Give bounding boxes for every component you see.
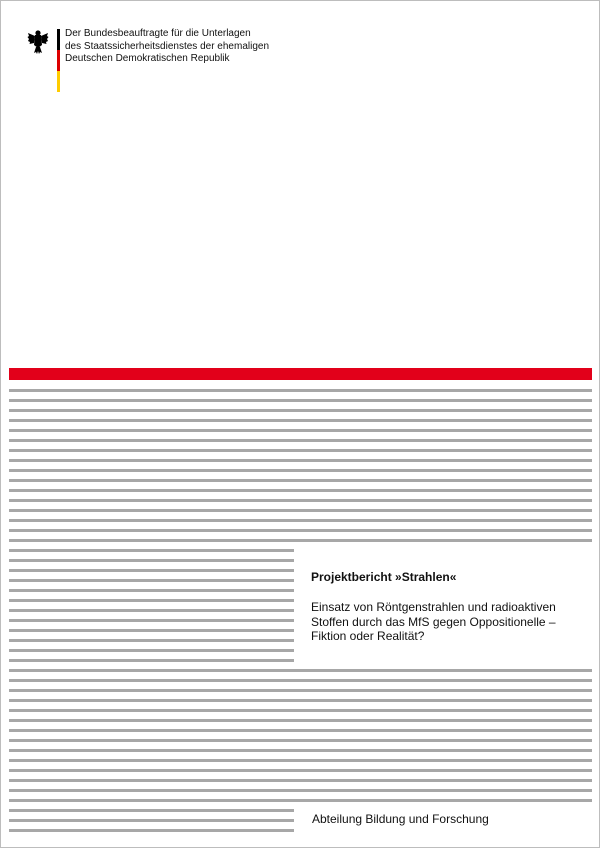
decorative-rule (9, 789, 592, 792)
decorative-rule (9, 799, 592, 802)
decorative-rule (9, 719, 592, 722)
decorative-rule (9, 579, 294, 582)
decorative-rule (9, 669, 592, 672)
department-name: Abteilung Bildung und Forschung (312, 812, 489, 826)
decorative-rule (9, 529, 592, 532)
decorative-rule (9, 779, 592, 782)
decorative-rule (9, 589, 294, 592)
report-subtitle: Einsatz von Röntgenstrahlen und radioaktiven Stoffen durch das MfS gegen Oppositionelle – Fiktion oder Realität? (311, 600, 556, 643)
decorative-rule (9, 429, 592, 432)
decorative-rule (9, 609, 294, 612)
decorative-rule (9, 539, 592, 542)
report-title: Projektbericht »Strahlen« (311, 570, 457, 584)
report-title-panel (311, 570, 586, 644)
decorative-rule (9, 409, 592, 412)
decorative-rule (9, 469, 592, 472)
decorative-rules (1, 1, 600, 848)
decorative-rule (9, 769, 592, 772)
decorative-rule (9, 489, 592, 492)
decorative-rule (9, 449, 592, 452)
decorative-rule (9, 559, 294, 562)
decorative-rule (9, 659, 294, 662)
decorative-rule (9, 739, 592, 742)
authority-line: Deutschen Demokratischen Republik (65, 53, 230, 64)
decorative-rule (9, 819, 294, 822)
decorative-rule (9, 809, 294, 812)
decorative-rule (9, 829, 294, 832)
authority-line: Der Bundesbeauftragte für die Unterlagen (65, 28, 251, 39)
decorative-rule (9, 569, 294, 572)
decorative-rule (9, 709, 592, 712)
decorative-rule (9, 759, 592, 762)
decorative-rule (9, 519, 592, 522)
decorative-rule (9, 619, 294, 622)
decorative-rule (9, 479, 592, 482)
decorative-rule (9, 419, 592, 422)
decorative-rule (9, 639, 294, 642)
decorative-rule (9, 679, 592, 682)
decorative-rule (9, 399, 592, 402)
decorative-rule (9, 499, 592, 502)
decorative-rule (9, 439, 592, 442)
decorative-rule (9, 699, 592, 702)
decorative-rule (9, 689, 592, 692)
decorative-rule (9, 649, 294, 652)
decorative-rule (9, 629, 294, 632)
decorative-rule (9, 509, 592, 512)
authority-line: des Staatssicherheitsdienstes der ehemaligen (65, 40, 270, 52)
decorative-rule (9, 459, 592, 462)
decorative-rule (9, 749, 592, 752)
decorative-rule (9, 729, 592, 732)
decorative-rule (9, 549, 294, 552)
decorative-rule (9, 389, 592, 392)
decorative-rule (9, 599, 294, 602)
